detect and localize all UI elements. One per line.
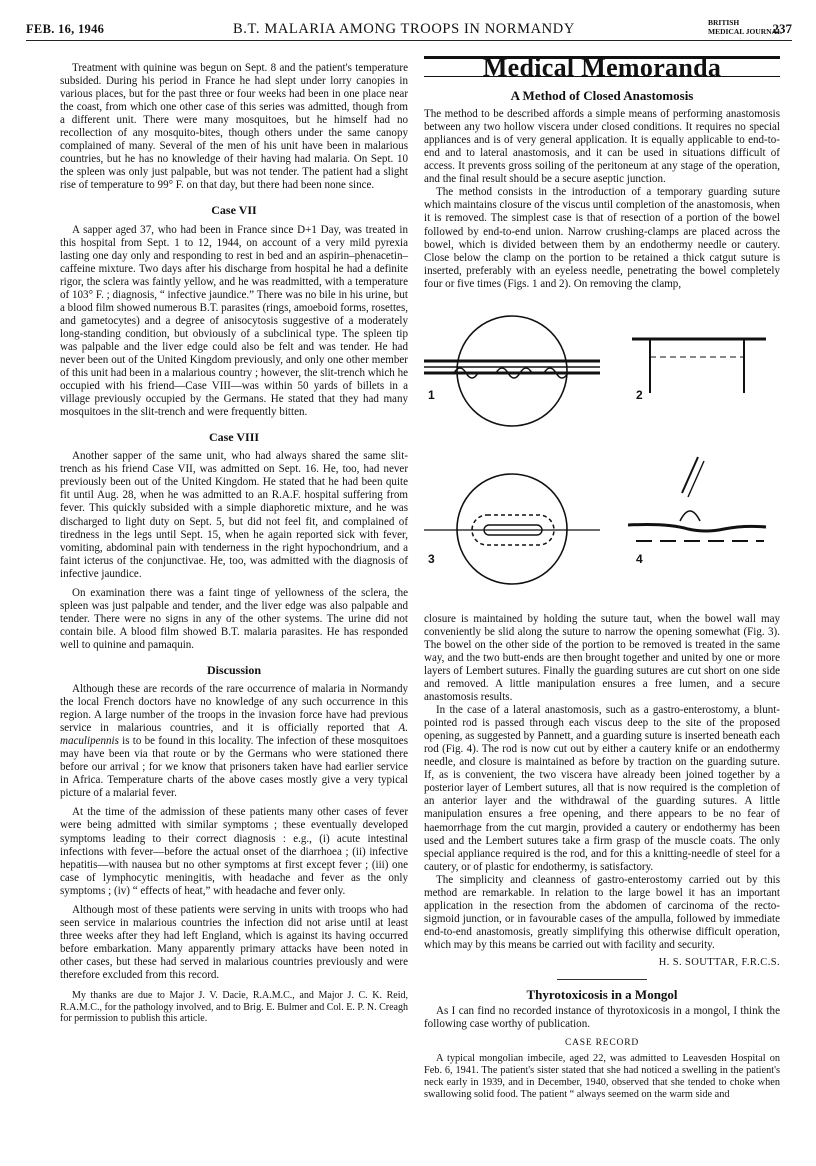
figures-drawing (424, 297, 780, 605)
case-vii-paragraph: A sapper aged 37, who had been in France since D+1 Day, was treated in this hospital from Sept. 1 to 12, 1944, on account of a very mild pyrexia lasting one day only and responding to rest in bed and an aspirin–phenacetin–caffeine mixture. Two days after his discharge from hospital he had a definite rigor, the sclera was faintly yellow, and he was readmitted, with a temperature of 103° F. ; diagnosis, “ infective jaundice.” There was no bile in his urine, but a blood film showed numerous B.T. parasites (rings, amoeboid forms, rosettes, and gametocytes) and a degree of anisocytosis suggestive of a moderately long-standing condition, but obviously of a subclinical type. The spleen tip was palpable and the liver edge could also be felt and was tender. He had never been out of the United Kingdom previously, and only one other member of this unit had been in a malarious country ; however, the slit-trench which he occupied with his friend—Case VIII—was within 50 yards of billets in a village previously occupied by the Germans. He stated that they had many mosquitoes in the slit-trench and were frequently bitten. (60, 223, 409, 419)
page-header (26, 6, 792, 41)
section-divider (557, 979, 647, 980)
thyrotoxicosis-intro: As I can find no recorded instance of thyrotoxicosis in a mongol, I think the following case worthy of publication. (424, 1005, 780, 1031)
figure-4-drawing (628, 457, 766, 541)
case-viii-heading: Case VIII (208, 430, 260, 445)
figure-2-label: 2 (636, 387, 643, 402)
figure-3-drawing (424, 474, 600, 584)
case-continuation-paragraph: Treatment with quinine was begun on Sept. 8 and the patient's temperature subsided. During his period in France he had slept under lorry canopies in various places, but for the past three or four weeks had been in one place near the coast, from which one other case of this series was admitted, though from a different unit. There were many mosquitoes, but he himself had no recollection of any mosquito-bites, though others under the same canopy complained of many. Several of the men of his unit have been in malarious countries, but he has no knowledge of their having had malaria. On Sept. 10 the spleen was only just palpable, but was not tender. The patient had a slight rise of temperature to 99° F. on that day, but there had been none since. (60, 62, 408, 192)
journal-name-line1: BRITISH (708, 18, 740, 27)
discussion-text-a: Although these are records of the rare occurrence of malaria in Normandy the local French doctors have no knowledge of any such occurrence in this region. A large number of the troops in the invasion force have had previous service in malarious countries, and it is officially reported that (60, 683, 408, 735)
case-record-paragraph: A typical mongolian imbecile, aged 22, was admitted to Leavesden Hospital on Feb. 6, 1941. The patient's sister stated that she had noticed a swelling in the patient's neck early in 1939, and in December, 1940, observed that she tended to choke when swallowing solid food. The patient “ always seemed on the warm side and (424, 1053, 780, 1101)
anastomosis-paragraph-5: The simplicity and cleanness of gastro-enterostomy carried out by this method are remarkable. In relation to the large bowel it has an important application in the resection from the abdomen of carcinoma of the recto-sigmoid junction, or in favourable cases of the ampulla, followed by immediate end-to-end anastomosis, greatly simplifying this otherwise difficult operation, which may by this means be carried out with facility and security. (424, 873, 780, 951)
page-number: 237 (772, 21, 792, 36)
issue-date: FEB. 16, 1946 (26, 22, 105, 36)
figure-1-label: 1 (428, 387, 435, 402)
running-title: B.T. MALARIA AMONG TROOPS IN NORMANDY (233, 21, 575, 37)
discussion-paragraph-2: At the time of the admission of these patients many other cases of fever were being admitted with similar symptoms ; these eventually developed symptoms leading to their correct diagnosis : e.g., (i) acute intestinal infections with fever—before the actual onset of the diarrhoea ; (ii) infective hepatitis—with nausea but no other symptoms at first except fever ; (iii) one case of lymphocytic meningitis, with headache and fever as the only symptoms ; (iv) “ effects of heat,” with headache and fever only. (60, 806, 408, 897)
anastomosis-paragraph-2: The method consists in the introduction of a temporary guarding suture which maintains closure of the viscus until completion of the anastomosis, when it is removed. The simplest case is that of resection of a portion of the bowel followed by end-to-end union. Narrow crushing-clamps are placed across the bowel, which is divided between them by an endothermy needle or cautery. Close below the clamp on the portion to be retained a thick catgut suture is inserted, preferably with an eyeless needle, penetrating the bowel completely four or five times (Figs. 1 and 2). On removing the clamp, (424, 186, 780, 290)
discussion-heading: Discussion (206, 662, 262, 677)
anastomosis-paragraph-3: closure is maintained by holding the suture taut, when the bowel wall may conveniently be slid along the suture to narrow the opening somewhat (Fig. 3). The bowel on the other side of the portion to be removed is treated in the same way, and the two butt-ends are then brought together and united by one or more layers of Lembert sutures. Finally the guarding sutures are cut short on one side and removed. A little manipulation ensures a free lumen, and a secure anastomosis results. (424, 612, 780, 704)
case-viii-paragraph: Another sapper of the same unit, who had always shared the same slit-trench as his friend Case VII, was admitted on Sept. 16. He, too, had never previously been out of the United Kingdom. He stated that he had been quite fit until Aug. 28, when he was admitted to an R.A.F. hospital suffering from fever. This quickly subsided with a simple diaphoretic mixture, and he was discharged to light duty on Sept. 5, but did not feel fit, and complained of tiredness in the legs until Sept. 15, when he again reported sick with fever, vomiting, abdominal pain with tenderness in the right hypochondrium, and a faint icterus of the conjunctivae. He, too, was admitted with the diagnosis of infective jaundice. (60, 450, 408, 580)
figure-1-drawing (424, 316, 600, 426)
figure-2-drawing (632, 339, 766, 393)
discussion-paragraph-3: Although most of these patients were serving in units with troops who had seen service in malarious countries the infection did not arise until at least three weeks after they had left England, which is against its having occurred before embarkation. Many apparently primary attacks have been noted in other cases, but these had served in malarious countries previously and were therefore excluded from this record. (60, 903, 408, 981)
case-record-heading: CASE RECORD (565, 1038, 639, 1049)
discussion-text-b: is to be found in this locality. The infection of these mosquitoes may have been via that route or by the Germans who were stationed there before our arrival ; for we know that prisoners taken have had earlier service in Africa. Temperature charts of the above cases mostly give a very typical picture of a malarial fever. (60, 735, 408, 800)
case-vii-heading: Case VII (211, 203, 257, 218)
left-column (60, 62, 408, 1025)
anastomosis-paragraph-4: In the case of a lateral anastomosis, such as a gastro-enterostomy, a blunt-pointed rod is passed through each viscus deep to the site of the proposed opening, as suggested by Pannett, and a guarding suture is inserted beneath each rod (Fig. 4). The rod is now cut out by either a cautery knife or an endothermy needle, and closure is maintained as before by traction on the guarding suture. If, as is convenient, the two viscera have already been joined together by a posterior layer of Lembert sutures, all that is now required is the completion of an anterior layer and the withdrawal of the guarding sutures. A little manipulation ensures a free opening, and there appears to be no fear of haemorrhage from the cut margin, provided a cautery or endothermy has been used and the Lembert sutures take a firm grasp of the muscle coats. The only special appliance required is the rod, and for this a knitting-needle of steel for a cautery, or of plastic for endothermy, is satisfactory. (424, 704, 780, 873)
surgical-figures (424, 297, 780, 605)
anastomosis-paragraph-1: The method to be described affords a simple means of performing anastomosis between any two hollow viscera under closed conditions. It requires no special appliances and is of very general application. It is equally applicable to end-to-end and to lateral anastomosis, and it can be used in situations difficult of access. It prevents gross soiling of the peritoneum at any stage of the operation, and the final result should be a secure aseptic junction. (424, 108, 780, 186)
right-column (424, 53, 780, 1101)
species-name: A. maculipennis (60, 722, 408, 748)
journal-name (708, 18, 782, 36)
journal-name-line2: MEDICAL JOURNAL (708, 27, 782, 36)
thyrotoxicosis-title: Thyrotoxicosis in a Mongol (526, 987, 678, 1003)
author-signature: H. S. SOUTTAR, F.R.C.S. (658, 956, 780, 968)
case-viii-examination-paragraph: On examination there was a faint tinge of yellowness of the sclera, the spleen was just palpable and tender, and the liver edge was also palpable and tender. There were no signs in any of the other systems. The urine did not contain bile. A blood film showed B.T. malaria parasites. He has responded well to quinine and pamaquin. (60, 586, 408, 651)
figure-4-label: 4 (636, 551, 643, 566)
figure-3-label: 3 (428, 551, 435, 566)
section-title: Medical Memoranda (424, 56, 780, 77)
article-title: A Method of Closed Anastomosis (510, 88, 694, 104)
acknowledgements: My thanks are due to Major J. V. Dacie, R.A.M.C., and Major J. C. K. Reid, R.A.M.C., for the pathology involved, and to Brig. E. Bulmer and Col. E. P. N. Creagh for permission to publish this article. (60, 990, 408, 1025)
discussion-paragraph-1 (60, 683, 408, 800)
